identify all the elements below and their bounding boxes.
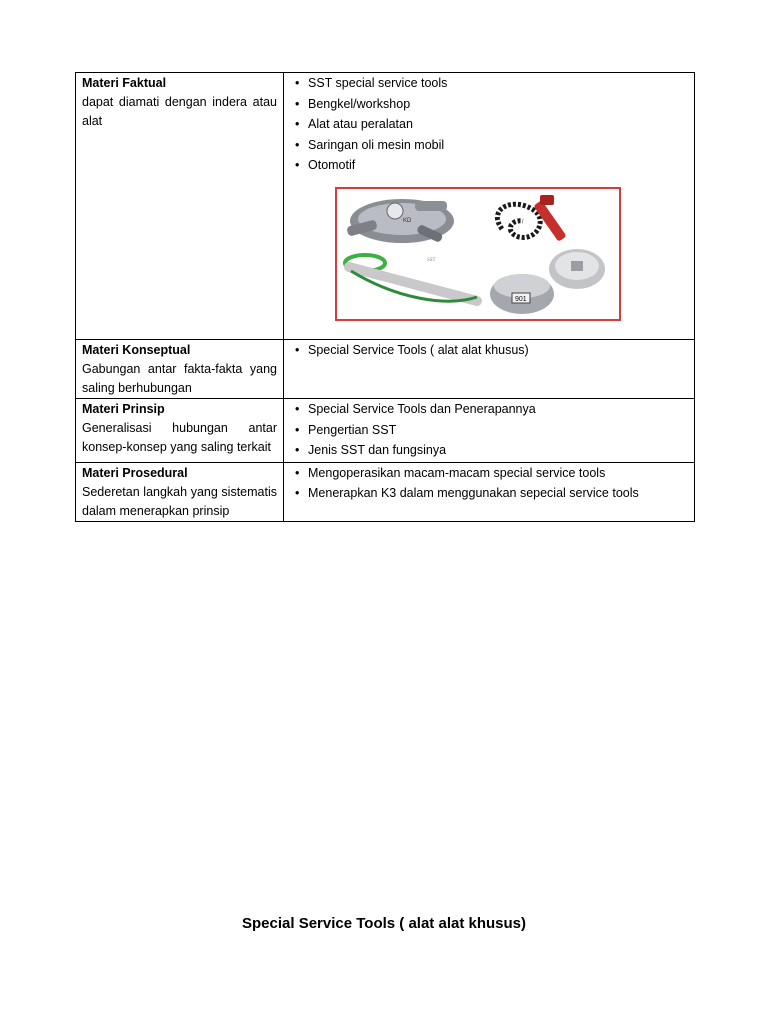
section-heading: Special Service Tools ( alat alat khusus)	[242, 915, 526, 932]
chain-wrench-icon	[497, 195, 566, 242]
items-cell	[284, 399, 695, 463]
category-title: Materi Faktual	[82, 76, 167, 90]
items-list	[290, 74, 688, 175]
list-item: • Jenis SST dan fungsinya	[308, 441, 688, 460]
list-item: • Special Service Tools dan Penerapannya	[308, 400, 688, 419]
list-item: • Bengkel/workshop	[308, 95, 688, 114]
svg-text:KD: KD	[403, 218, 412, 224]
list-item: • Special Service Tools ( alat alat khusus)	[308, 341, 688, 360]
list-item: • Menerapkan K3 dalam menggunakan sepecial service tools	[308, 484, 688, 503]
list-item: • Pengertian SST	[308, 421, 688, 440]
table-row	[76, 340, 695, 399]
list-item: • Otomotif	[308, 156, 688, 175]
category-title: Materi Konseptual	[82, 343, 191, 357]
table-row	[76, 73, 695, 340]
cap-filter-wrench-icon	[490, 249, 605, 314]
category-cell	[76, 73, 284, 340]
category-description: Gabungan antar fakta-fakta yang saling berhubungan	[82, 362, 277, 395]
category-title: Materi Prinsip	[82, 402, 165, 416]
list-item: • SST special service tools	[308, 74, 688, 93]
category-cell	[76, 399, 284, 463]
category-description: dapat diamati dengan indera atau alat	[82, 95, 277, 128]
category-description: Sederetan langkah yang sistematis dalam menerapkan prinsip	[82, 484, 277, 518]
list-item: • Mengoperasikan macam-macam special service tools	[308, 464, 688, 483]
items-list	[290, 464, 688, 504]
strap-wrench-icon	[345, 255, 477, 301]
materi-table	[75, 72, 695, 522]
category-title: Materi Prosedural	[82, 465, 188, 480]
three-jaw-wrench-icon	[346, 199, 454, 243]
tools-illustration	[337, 189, 619, 319]
items-cell	[284, 462, 695, 521]
svg-text:SST: SST	[427, 258, 436, 263]
category-cell	[76, 462, 284, 521]
items-cell	[284, 340, 695, 399]
table-row	[76, 399, 695, 463]
category-description: Generalisasi hubungan antar konsep-konsep yang saling terkait	[82, 421, 277, 454]
items-cell	[284, 73, 695, 340]
svg-text:901: 901	[515, 296, 527, 303]
table-row	[76, 462, 695, 521]
list-item: • Saringan oli mesin mobil	[308, 136, 688, 155]
list-item: • Alat atau peralatan	[308, 115, 688, 134]
category-cell	[76, 340, 284, 399]
items-list	[290, 341, 688, 360]
tools-image	[335, 187, 621, 321]
items-list	[290, 400, 688, 460]
